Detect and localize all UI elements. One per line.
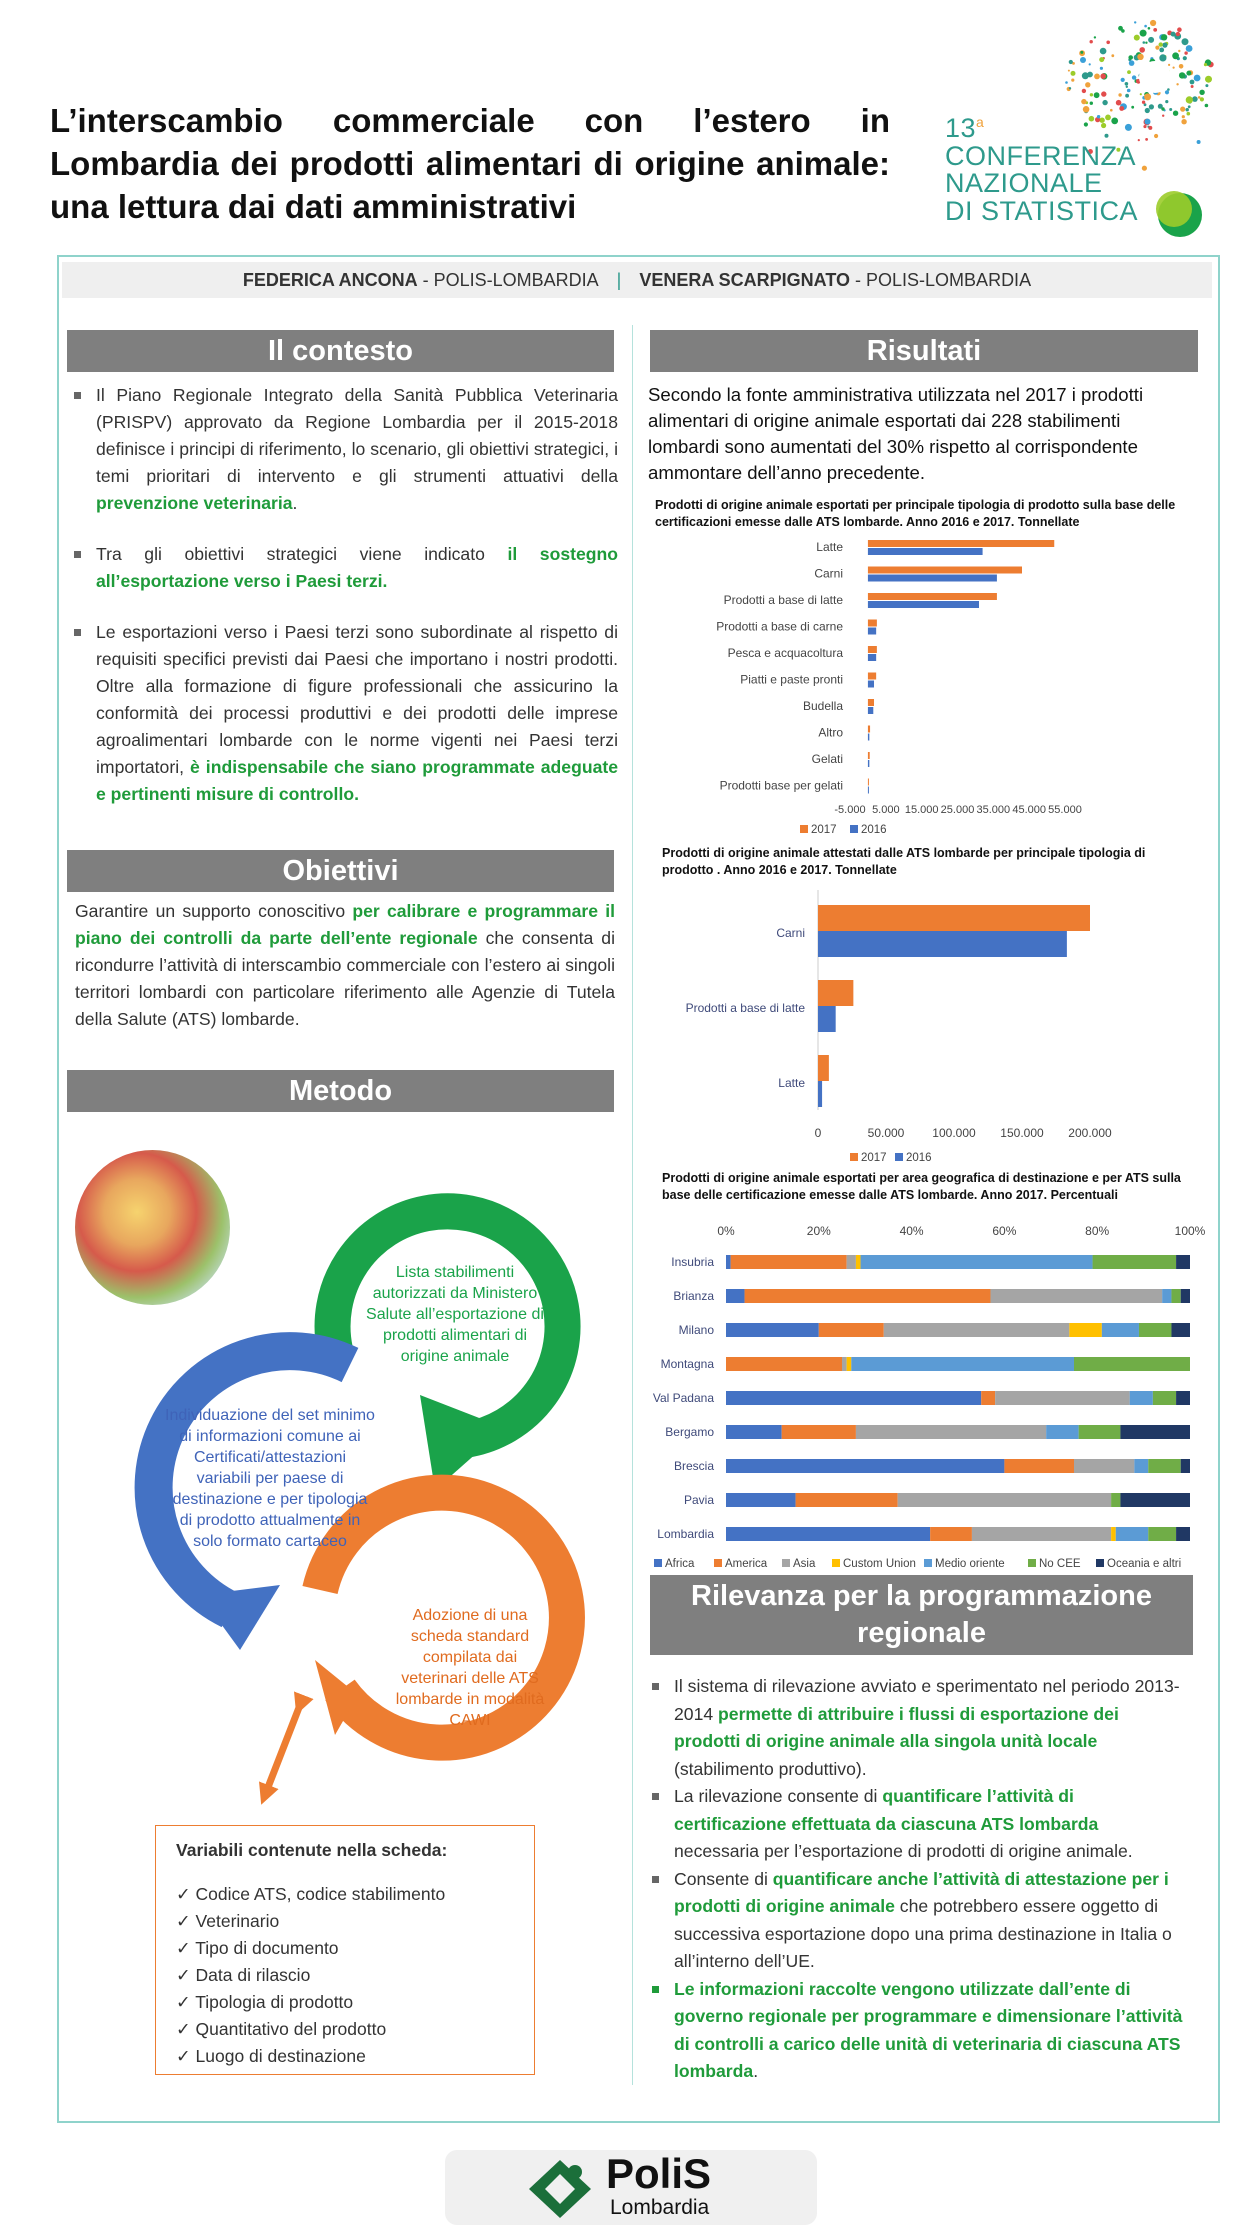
bar-oceania-e-altri: [1176, 1527, 1190, 1541]
bar-medio-oriente: [1116, 1527, 1148, 1541]
logo-dot: [1102, 100, 1107, 105]
logo-dot: [1179, 64, 1184, 69]
bar-africa: [726, 1425, 782, 1439]
logo-dot: [1183, 76, 1185, 78]
category-label: Prodotti a base di carne: [716, 619, 843, 634]
logo-dot: [1116, 100, 1122, 106]
bar-no-cee: [1079, 1425, 1121, 1439]
bar-2017: [868, 540, 1054, 547]
logo-dot: [1187, 112, 1191, 116]
logo-dot: [1081, 99, 1086, 104]
bar-africa: [726, 1391, 981, 1405]
bar-no-cee: [1111, 1493, 1120, 1507]
bar-america: [796, 1493, 898, 1507]
bar-africa: [726, 1255, 731, 1269]
legend-label: 2016: [906, 1152, 932, 1164]
bar-medio-oriente: [1134, 1459, 1148, 1473]
bar-2016: [868, 734, 869, 741]
bar-custom-union: [847, 1357, 852, 1371]
bar-custom-union: [856, 1255, 861, 1269]
bar-2016: [868, 707, 873, 714]
bar-2017: [868, 673, 876, 680]
legend-swatch: [654, 1559, 662, 1567]
authors-bar: FEDERICA ANCONA - POLIS-LOMBARDIA | VENERA SCARPIGNATO - POLIS-LOMBARDIA: [62, 262, 1212, 298]
x-tick-label: 0: [814, 1126, 822, 1140]
logo-dot: [1171, 32, 1176, 37]
logo-dot: [1200, 97, 1204, 101]
bar-2017: [868, 699, 874, 706]
bar-2016: [868, 760, 869, 767]
category-label: Prodotti base per gelati: [719, 778, 843, 793]
logo-dot: [1153, 28, 1157, 32]
legend-label: Oceania e altri: [1107, 1558, 1182, 1570]
x-tick-label: 25.000: [940, 804, 975, 816]
logo-dot: [1197, 140, 1201, 144]
logo-dot: [1094, 92, 1100, 98]
bar-oceania-e-altri: [1171, 1323, 1190, 1337]
logo-dot: [1125, 94, 1129, 98]
logo-dot: [1068, 70, 1070, 72]
bar-2017: [868, 726, 870, 733]
bar-africa: [726, 1289, 745, 1303]
logo-dot: [1080, 51, 1083, 54]
category-label: Latte: [778, 1076, 805, 1090]
logo-dot: [1176, 32, 1180, 36]
logo-dot: [1082, 72, 1089, 79]
bar-asia: [842, 1357, 847, 1371]
logo-dot: [1149, 104, 1154, 109]
category-label: Prodotti a base di latte: [723, 593, 843, 607]
logo-dot: [1138, 139, 1140, 141]
logo-dot: [1134, 35, 1140, 41]
logo-dot: [1162, 43, 1167, 48]
bar-asia: [995, 1391, 1130, 1405]
logo-dot: [1186, 45, 1193, 52]
x-tick-label: -5.000: [834, 804, 866, 816]
conference-name: 13$^a$ CONFERENZA NAZIONALE DI STATISTICA: [945, 113, 1139, 226]
x-tick-label: 20%: [806, 1224, 831, 1238]
logo-dot: [1100, 73, 1106, 79]
category-label: Pavia: [683, 1493, 714, 1507]
logo-dot: [1173, 67, 1175, 69]
x-tick-label: 60%: [992, 1224, 1017, 1238]
bar-2017: [868, 752, 870, 759]
logo-dot: [1090, 40, 1093, 43]
bar-america: [1004, 1459, 1074, 1473]
logo-dot: [1090, 93, 1093, 96]
bar-custom-union: [1069, 1323, 1101, 1337]
x-tick-label: 100.000: [932, 1126, 976, 1140]
legend-label: 2016: [861, 824, 887, 836]
category-label: Montagna: [660, 1357, 714, 1371]
bar-2017: [818, 905, 1090, 931]
logo-dot: [1126, 86, 1128, 88]
x-tick-label: 200.000: [1068, 1126, 1112, 1140]
chart-2-title: Prodotti di origine animale attestati dalle ATS lombarde per principale tipologia di prodotto . Anno 2016 e 2017. Tonnellate: [662, 846, 1146, 877]
category-label: Prodotti a base di latte: [685, 1001, 805, 1015]
logo-dot: [1186, 108, 1189, 111]
logo-dot: [1165, 90, 1169, 94]
logo-dot: [1089, 63, 1091, 65]
bar-2016: [818, 1006, 836, 1032]
logo-dot: [1182, 38, 1189, 45]
polis-logo-icon: [525, 2158, 595, 2220]
bar-asia: [856, 1425, 1046, 1439]
logo-dot: [1129, 60, 1135, 66]
method-step-3: Adozione di una scheda standard compilata dai veterinari delle ATS lombarde in modalità CAWI: [395, 1607, 545, 1729]
bar-2016: [818, 1081, 822, 1107]
logo-dot: [1143, 41, 1146, 44]
rilevanza-list: Il sistema di rilevazione avviato e sperimentato nel periodo 2013-2014 permette di attribuire i flussi di esportazione dei prodotti di origine animale alla singola unità locale (stabilimento produttivo). La rilevazione consente di quantificare l’attività di certificazione effettuata da ciascuna ATS lombarda necessaria per l’esportazione di prodotti di origine animale. Consente di quantificare anche l’attività di attestazione per i prodotti di origine animale che potrebbero essere oggetto di successiva esportazione dopo una prima destinazione in Italia o all’interno dell’UE. Le informazioni raccolte vengono utilizzate dall’ente di governo regionale per programmare e dimensionare l’attività di controlli a carico delle unità di veterinaria di ciascuna ATS lombarda.: [650, 1673, 1185, 2086]
logo-dot: [1118, 93, 1121, 96]
x-tick-label: 0%: [717, 1224, 735, 1238]
legend-swatch: [1096, 1559, 1104, 1567]
bar-2016: [868, 548, 983, 555]
logo-dot: [1205, 76, 1212, 83]
logo-dot: [1065, 81, 1068, 84]
legend-swatch: [782, 1559, 790, 1567]
bar-america: [726, 1357, 842, 1371]
logo-dot: [1144, 25, 1147, 28]
logo-dot: [1186, 96, 1193, 103]
category-label: Brescia: [673, 1459, 714, 1473]
bar-2016: [868, 654, 876, 661]
logo-dot: [1148, 37, 1154, 43]
category-label: Carni: [814, 566, 843, 581]
logo-dot: [1140, 30, 1147, 37]
variable-item: ✓ Data di rilascio: [176, 1962, 514, 1989]
category-label: Val Padana: [652, 1391, 714, 1405]
bar-africa: [726, 1323, 819, 1337]
logo-dot: [1137, 54, 1143, 60]
section-heading-contesto: Il contesto: [67, 330, 614, 372]
logo-dot: [1099, 57, 1104, 62]
logo-dot: [1083, 106, 1090, 113]
legend-swatch: [832, 1559, 840, 1567]
logo-dot: [1121, 29, 1125, 33]
x-tick-label: 50.000: [867, 1126, 905, 1140]
logo-dot: [1159, 42, 1163, 46]
bar-no-cee: [1148, 1459, 1180, 1473]
legend-swatch: [850, 1153, 858, 1161]
variable-item: ✓ Codice ATS, codice stabilimento: [176, 1881, 514, 1908]
bar-america: [819, 1323, 884, 1337]
bar-2017: [868, 620, 877, 627]
x-tick-label: 15.000: [904, 804, 939, 816]
legend-label: America: [725, 1558, 768, 1570]
contesto-text: Il Piano Regionale Integrato della Sanità Pubblica Veterinaria (PRISPV) approvato da Regione Lombardia per il 2015-2018 definisce i principi di riferimento, lo scenario, gli obiettivi strategici, i temi prioritari di intervento e gli strumenti attuativi della prevenzione veterinaria. Tra gli obiettivi strategici viene indicato il sostegno all’esportazione verso i Paesi terzi. Le esportazioni verso i Paesi terzi sono subordinate al rispetto di requisiti specifici previsti dai Paesi che importano i nostri prodotti. Oltre alla formazione di figure professionali che assicurino la conformità dei processi produttivi e dei prodotti delle imprese agroalimentari lombarde con le norme vigenti nei Paesi terzi importatori, è indispensabile che siano programmate adeguate e pertinenti misure di controllo.: [72, 382, 618, 832]
logo-dot: [1191, 85, 1194, 88]
bar-2017: [818, 1055, 829, 1081]
bar-2016: [868, 787, 869, 794]
category-label: Budella: [802, 699, 843, 713]
x-tick-label: 35.000: [976, 804, 1011, 816]
section-heading-metodo: Metodo: [67, 1070, 614, 1112]
logo-dot: [1127, 70, 1131, 74]
page-title: L’interscambio commerciale con l’estero in Lombardia dei prodotti alimentari di origine animale: una lettura dai dati amministrativi: [50, 102, 890, 225]
bar-medio-oriente: [1102, 1323, 1139, 1337]
logo-dot: [1069, 87, 1071, 89]
logo-dot: [1182, 115, 1185, 118]
logo-dot: [1172, 52, 1179, 59]
logo-hole: [1139, 61, 1171, 93]
category-label: Brianza: [673, 1289, 714, 1303]
variable-item: ✓ Quantitativo del prodotto: [176, 2016, 514, 2043]
legend-label: 2017: [861, 1152, 887, 1164]
bar-2017: [818, 980, 853, 1006]
logo-dot: [1176, 83, 1178, 85]
x-tick-label: 80%: [1085, 1224, 1110, 1238]
variable-item: ✓ Tipologia di prodotto: [176, 1989, 514, 2016]
logo-dot: [1205, 84, 1208, 87]
bar-no-cee: [1171, 1289, 1180, 1303]
logo-dot: [1192, 96, 1198, 102]
x-tick-label: 55.000: [1048, 804, 1082, 816]
legend-label: Custom Union: [843, 1558, 916, 1570]
bar-medio-oriente: [861, 1255, 1093, 1269]
logo-dot: [1162, 115, 1164, 117]
logo-dot: [1145, 108, 1150, 113]
bar-2016: [868, 575, 997, 582]
logo-dot: [1106, 41, 1110, 45]
legend-swatch: [895, 1153, 903, 1161]
logo-dot: [1183, 56, 1187, 60]
logo-dot: [1127, 89, 1131, 93]
logo-dot: [1142, 101, 1145, 104]
bar-no-cee: [1139, 1323, 1171, 1337]
bar-africa: [726, 1527, 930, 1541]
logo-dot: [1125, 82, 1129, 86]
bar-custom-union: [1111, 1527, 1116, 1541]
logo-dot: [1080, 57, 1086, 63]
legend-label: Medio oriente: [935, 1558, 1005, 1570]
bar-2016: [818, 931, 1067, 957]
legend-swatch: [1028, 1559, 1036, 1567]
logo-dot: [1161, 107, 1164, 110]
bar-2016: [868, 601, 979, 608]
logo-dot: [1100, 67, 1103, 70]
method-step-1: Lista stabilimenti autorizzati da Ministero Salute all’esportazione di prodotti alimentari di origine animale: [366, 1264, 544, 1365]
legend-swatch: [714, 1559, 722, 1567]
legend-swatch: [800, 825, 808, 833]
section-heading-rilevanza: Rilevanza per la programmazione regionale: [650, 1575, 1193, 1655]
logo-dot: [1148, 126, 1152, 130]
bar-africa: [726, 1493, 796, 1507]
bar-america: [930, 1527, 972, 1541]
logo-dot: [1180, 107, 1185, 112]
logo-dot: [1194, 75, 1201, 82]
section-heading-obiettivi: Obiettivi: [67, 850, 614, 892]
category-label: Latte: [816, 540, 843, 554]
bar-no-cee: [1074, 1357, 1190, 1371]
logo-dot: [1161, 34, 1167, 40]
bar-2016: [868, 681, 874, 688]
logo-dot: [1155, 46, 1159, 50]
legend-label: Asia: [793, 1558, 816, 1570]
chart-attested-products: [650, 885, 1190, 1170]
x-tick-label: 150.000: [1000, 1126, 1044, 1140]
x-tick-label: 45.000: [1012, 804, 1046, 816]
logo-dot: [1165, 100, 1168, 103]
bar-oceania-e-altri: [1120, 1425, 1190, 1439]
logo-dot: [1085, 82, 1090, 87]
logo-dot: [1140, 93, 1142, 95]
logo-dot: [1121, 78, 1125, 82]
bar-oceania-e-altri: [1176, 1391, 1190, 1405]
bar-2016: [868, 628, 876, 635]
legend-label: Africa: [665, 1558, 695, 1570]
bar-asia: [884, 1323, 1070, 1337]
logo-dot: [1159, 54, 1166, 61]
logo-dot: [1169, 108, 1172, 111]
logo-dot: [1177, 27, 1182, 32]
bar-medio-oriente: [1162, 1289, 1171, 1303]
logo-dot: [1173, 111, 1178, 116]
x-tick-label: 40%: [899, 1224, 924, 1238]
logo-dot: [1144, 93, 1151, 100]
legend-label: No CEE: [1039, 1558, 1081, 1570]
bar-no-cee: [1153, 1391, 1176, 1405]
logo-dot: [1142, 166, 1147, 171]
category-label: Piatti e paste pronti: [740, 672, 843, 687]
legend-label: 2017: [811, 824, 837, 836]
logo-dot: [1181, 119, 1186, 124]
logo-dot: [1148, 27, 1151, 30]
bar-asia: [972, 1527, 1111, 1541]
bar-medio-oriente: [1130, 1391, 1153, 1405]
bar-2017: [868, 779, 869, 786]
bar-asia: [898, 1493, 1111, 1507]
chart-exported-products: [650, 530, 1190, 840]
logo-dot: [1186, 71, 1191, 76]
category-label: Altro: [818, 725, 843, 740]
bar-asia: [847, 1255, 856, 1269]
logo-dot: [1128, 55, 1133, 60]
logo-dot: [1111, 54, 1114, 57]
legend-swatch: [924, 1559, 932, 1567]
logo-dot: [1131, 106, 1134, 109]
logo-dot: [1094, 36, 1096, 38]
bar-oceania-e-altri: [1181, 1459, 1190, 1473]
bar-2017: [868, 593, 997, 600]
logo-dot: [1110, 109, 1113, 112]
bar-asia: [1074, 1459, 1134, 1473]
logo-dot: [1199, 90, 1204, 95]
polis-name: PoliS: [606, 2150, 712, 2197]
logo-dot: [1198, 96, 1201, 99]
bar-oceania-e-altri: [1181, 1289, 1190, 1303]
bar-no-cee: [1093, 1255, 1177, 1269]
logo-dot: [1071, 79, 1074, 82]
category-label: Milano: [678, 1323, 714, 1337]
logo-dot: [1143, 125, 1146, 128]
logo-dot: [1145, 138, 1148, 141]
logo-dot: [1145, 119, 1151, 125]
chart-geographic-area: [650, 1210, 1210, 1570]
logo-dot: [1139, 47, 1145, 53]
bar-america: [981, 1391, 995, 1405]
variable-item: ✓ Tipo di documento: [176, 1935, 514, 1962]
variables-box: Variabili contenute nella scheda: ✓ Codice ATS, codice stabilimento ✓ Veterinario ✓ Tipo di documento ✓ Data di rilascio ✓ Tipologia di prodotto ✓ Quantitativo del prodotto ✓ Luogo di destinazione: [155, 1825, 535, 2075]
logo-dot: [1132, 75, 1136, 79]
bar-america: [731, 1255, 847, 1269]
logo-dot: [1069, 60, 1073, 64]
logo-dot: [1184, 51, 1187, 54]
category-label: Gelati: [811, 752, 843, 766]
bar-medio-oriente: [851, 1357, 1074, 1371]
category-label: Insubria: [671, 1255, 714, 1269]
logo-dot: [1082, 89, 1086, 93]
logo-dot: [1134, 21, 1136, 23]
variable-item: ✓ Veterinario: [176, 1908, 514, 1935]
method-step-2: Individuazione del set minimo di informazioni comune ai Certificati/attestazioni variabili per paese di destinazione e per tipologia di prodotto attualmente in solo formato cartaceo: [165, 1407, 375, 1550]
logo-dot: [1188, 105, 1191, 108]
bar-no-cee: [1148, 1527, 1176, 1541]
category-label: Lombardia: [657, 1527, 714, 1541]
logo-dot: [1090, 102, 1093, 105]
logo-dot: [1178, 50, 1180, 52]
risultati-intro: Secondo la fonte amministrativa utilizzata nel 2017 i prodotti alimentari di origine animale esportati dai 228 stabilimenti lombardi sono aumentati del 30% rispetto al corrispondente ammontare dell’anno precedente.: [648, 384, 1144, 483]
bar-america: [745, 1289, 991, 1303]
logo-dot: [1204, 63, 1207, 66]
logo-dot: [1100, 48, 1107, 55]
category-label: Carni: [776, 926, 805, 940]
section-heading-risultati: Risultati: [650, 330, 1198, 372]
bar-2017: [868, 567, 1022, 574]
x-tick-label: 100%: [1174, 1224, 1206, 1238]
bar-2017: [868, 646, 877, 653]
bar-asia: [990, 1289, 1162, 1303]
category-label: Bergamo: [665, 1425, 714, 1439]
logo-dot: [1150, 20, 1156, 26]
logo-dot: [1101, 91, 1106, 96]
logo-dot: [1094, 74, 1100, 80]
chart-1-title: Prodotti di origine animale esportati per principale tipologia di prodotto sulla base delle certificazioni emesse dalle ATS lombarde. Anno 2016 e 2017. Tonnellate: [655, 498, 1176, 529]
logo-dot: [1190, 80, 1195, 85]
logo-dot: [1071, 71, 1076, 76]
logo-dot: [1205, 104, 1209, 108]
obiettivi-text: Garantire un supporto conoscitivo per calibrare e programmare il piano dei controlli da parte dell’ente regionale che consenta di ricondurre l’attività di interscambio commerciale con l’estero ai singoli territori lombardi con particolare riferimento alle Agenzie di Tutela della Salute (ATS) lombarde.: [75, 901, 615, 1029]
bar-medio-oriente: [1046, 1425, 1078, 1439]
polis-subtitle: Lombardia: [610, 2196, 710, 2219]
category-label: Pesca e acquacoltura: [727, 646, 843, 660]
legend-swatch: [850, 825, 858, 833]
variable-item: ✓ Luogo di destinazione: [176, 2043, 514, 2070]
logo-dot: [1145, 42, 1147, 44]
column-divider: [632, 325, 633, 2085]
logo-dot: [1119, 106, 1124, 111]
logo-dot: [1159, 48, 1164, 53]
bar-america: [782, 1425, 856, 1439]
x-tick-label: 5.000: [872, 804, 900, 816]
logo-dot: [1154, 134, 1158, 138]
chart-3-title: Prodotti di origine animale esportati per area geografica di destinazione e per ATS sulla base delle certificazione emesse dalle ATS lombarde. Anno 2017. Percentuali: [662, 1171, 1181, 1202]
bar-oceania-e-altri: [1176, 1255, 1190, 1269]
bar-oceania-e-altri: [1120, 1493, 1190, 1507]
bar-africa: [726, 1459, 1004, 1473]
logo-dot: [1168, 64, 1170, 66]
